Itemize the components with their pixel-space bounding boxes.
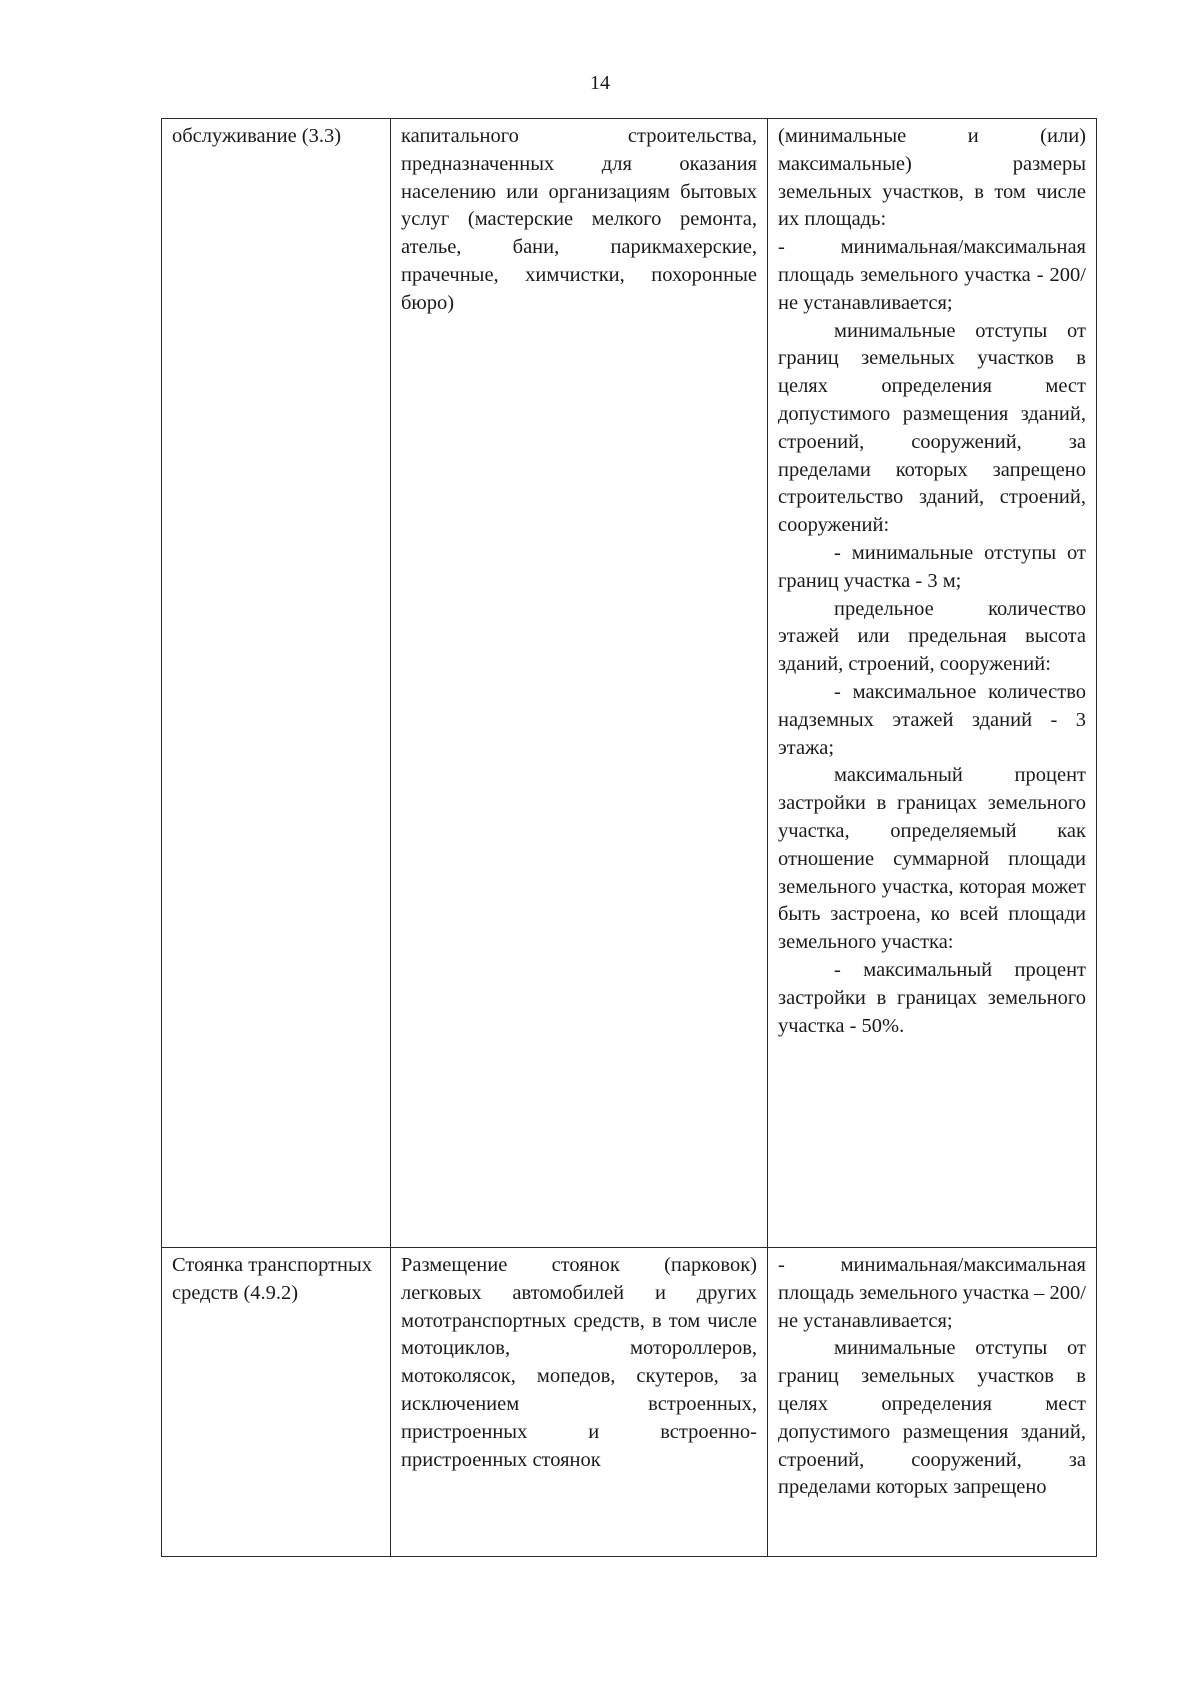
parameters-cell <box>768 1248 1097 1557</box>
page-number: 14 <box>590 72 610 94</box>
parameters-cell <box>768 119 1097 1248</box>
parameter-paragraph: минимальные отступы от границ земельных участков в целях определения мест допустимого размещения зданий, строений, сооружений, за пределами которых запрещено <box>778 1337 1086 1499</box>
parameter-paragraph: - минимальная/максимальная площадь земельного участка - 200/не устанавливается; <box>778 236 1086 314</box>
use-type-cell <box>162 119 391 1248</box>
use-type-text: Стоянка транспортных средств (4.9.2) <box>172 1254 373 1304</box>
zoning-table <box>161 118 1097 1557</box>
description-text: капитального строительства, предназначенных для оказания населению или организациям бытовых услуг (мастерские мелкого ремонта, ателье, бани, парикмахерские, прачечные, химчистки, похоронные бюро) <box>401 125 757 314</box>
description-text: Размещение стоянок (парковок) легковых автомобилей и других мототранспортных средств, в том числе мотоциклов, мотороллеров, мотоколясок, мопедов, скутеров, за исключением встроенных, пристроенных и встроенно-пристроенных стоянок <box>401 1254 757 1471</box>
parameter-paragraph: (минимальные и (или) максимальные) размеры земельных участков, в том числе их площадь: <box>778 125 1086 231</box>
parameter-paragraph: максимальный процент застройки в границах земельного участка, определяемый как отношение суммарной площади земельного участка, которая может быть застроена, ко всей площади земельного участка: <box>778 764 1086 954</box>
use-type-cell <box>162 1248 391 1557</box>
table-row <box>162 1248 1097 1557</box>
parameter-paragraph: минимальные отступы от границ земельных участков в целях определения мест допустимого размещения зданий, строений, сооружений, за пределами которых запрещено строительство зданий, строений, сооружений: <box>778 319 1086 537</box>
parameter-paragraph: - максимальный процент застройки в границах земельного участка - 50%. <box>778 958 1086 1037</box>
use-type-text: обслуживание (3.3) <box>172 125 342 147</box>
parameter-paragraph: предельное количество этажей или предельная высота зданий, строений, сооружений: <box>778 597 1086 676</box>
description-cell <box>391 119 768 1248</box>
parameter-paragraph: - минимальная/максимальная площадь земельного участка – 200/не устанавливается; <box>778 1254 1086 1332</box>
description-cell <box>391 1248 768 1557</box>
parameter-paragraph: - минимальные отступы от границ участка - 3 м; <box>778 541 1086 592</box>
table-row <box>162 119 1097 1248</box>
parameter-paragraph: - максимальное количество надземных этажей зданий - 3 этажа; <box>778 680 1086 759</box>
